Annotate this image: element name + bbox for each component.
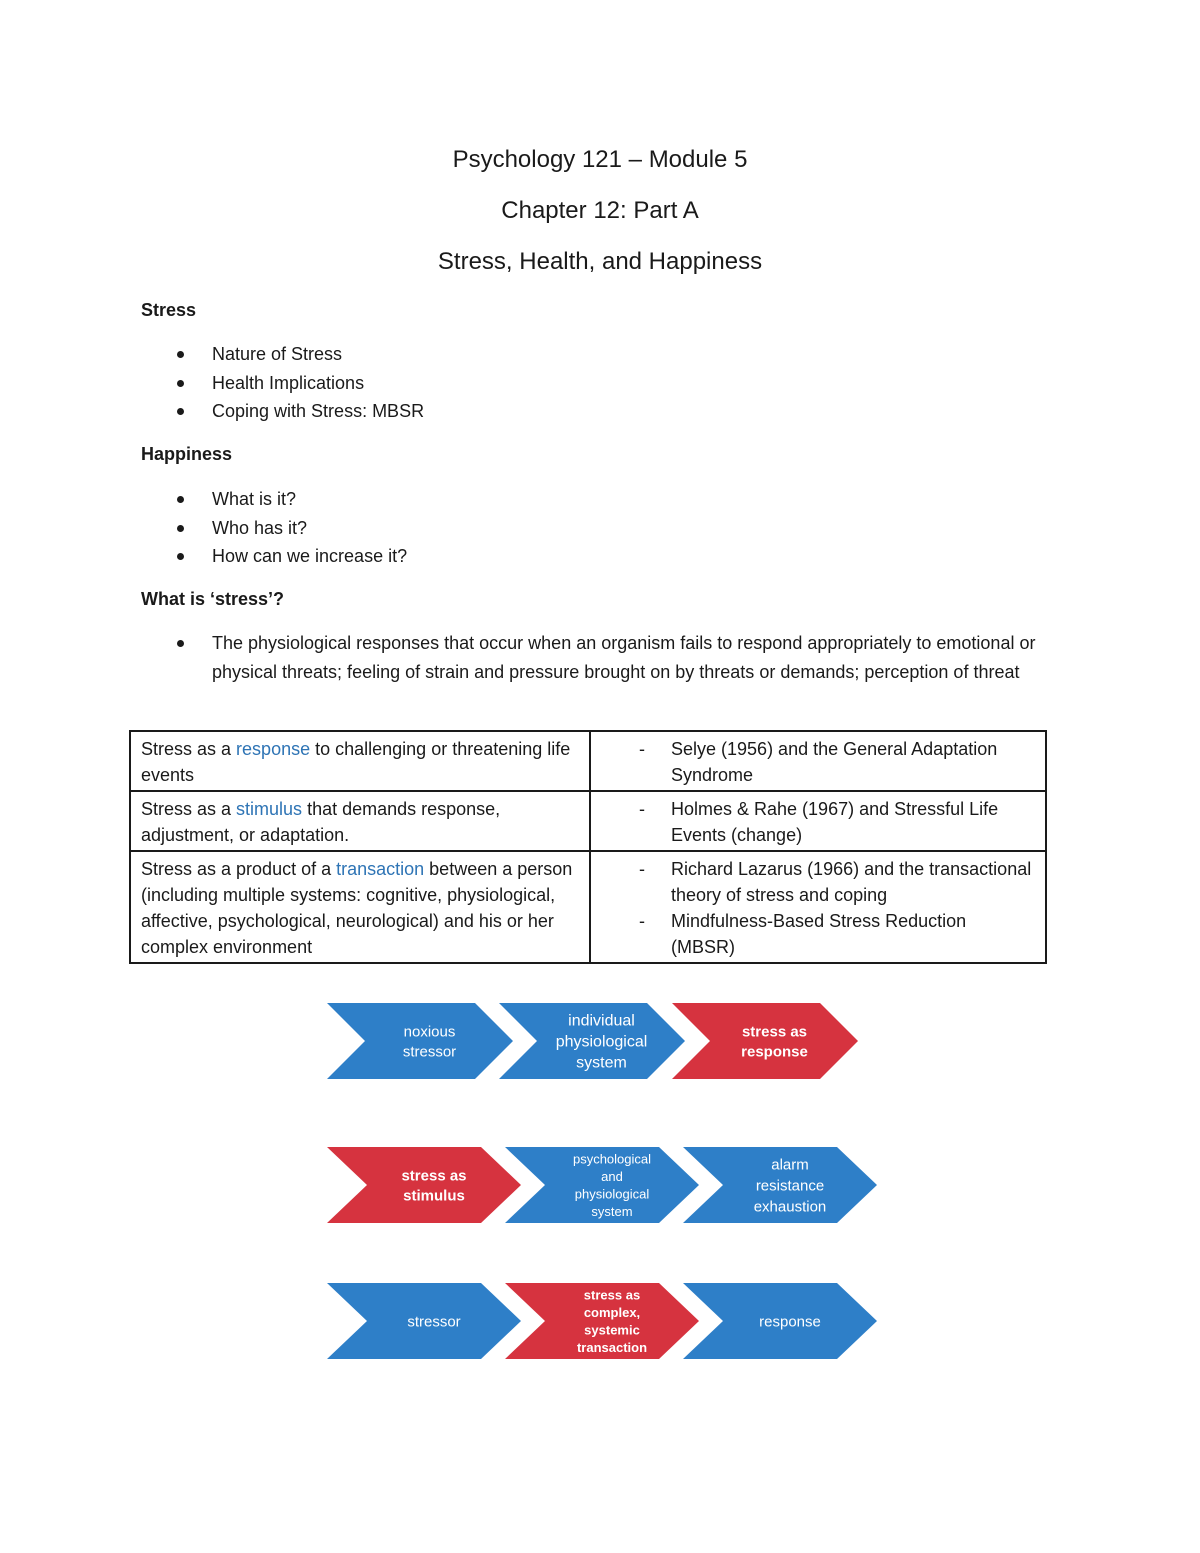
stress-heading: Stress [141, 300, 197, 320]
chevron-step [505, 1283, 699, 1359]
chevron-label: stressor [407, 1313, 461, 1331]
list-item: How can we increase it? [141, 542, 407, 571]
module-title: Psychology 121 – Module 5 [452, 146, 748, 173]
chevron-shape [327, 1003, 513, 1079]
chevron-label: stress as [583, 1287, 641, 1303]
chevron-step [327, 1003, 513, 1079]
chevron-label: stressor [402, 1043, 457, 1061]
chevron-step [327, 1147, 521, 1223]
chevron-label: system [591, 1203, 633, 1219]
cell-text: Stress as a [141, 739, 237, 759]
chevron-step [499, 1003, 685, 1079]
chevron-label: stress as [401, 1167, 467, 1185]
chevron-label: exhaustion [753, 1198, 827, 1216]
list-item: Who has it? [141, 514, 407, 543]
cell-text: Stress as a [141, 799, 237, 819]
flow-diagram-3 [327, 1283, 877, 1359]
cell-text: between a person (including multiple systems: cognitive, physiological, affective, psychological, neurological) and his or her complex environment [141, 859, 573, 957]
what-is-stress-heading: What is ‘stress’? [141, 589, 285, 609]
chevron-label: noxious [403, 1023, 456, 1041]
chevron-step [683, 1147, 877, 1223]
key-term: response [236, 739, 311, 759]
list-item: Coping with Stress: MBSR [141, 397, 424, 426]
chevron-step [672, 1003, 858, 1079]
chevron-step [327, 1283, 521, 1359]
topic-title: Stress, Health, and Happiness [437, 248, 763, 275]
cell-text: Stress as a product of a [141, 859, 337, 879]
chevron-label: systemic [584, 1322, 640, 1338]
chevron-label: system [576, 1054, 627, 1072]
chevron-label: stress as [741, 1023, 808, 1041]
dash-marker: - [639, 911, 645, 931]
chevron-label: physiological [555, 1033, 648, 1051]
chevron-label: resistance [755, 1177, 825, 1195]
list-item: What is it? [141, 485, 407, 514]
chevron-label: alarm [771, 1156, 809, 1174]
chevron-label: psychological [572, 1151, 652, 1167]
chevron-step [683, 1283, 877, 1359]
key-term: stimulus [236, 799, 303, 819]
theory-text: Mindfulness-Based Stress Reduction (MBSR) [671, 911, 967, 957]
cell-text: that demands response, adjustment, or adaptation. [141, 799, 501, 845]
chevron-shape [672, 1003, 858, 1079]
chevron-label: and [601, 1168, 623, 1184]
theory-text: Richard Lazarus (1966) and the transactional theory of stress and coping [671, 859, 1032, 905]
chevron-label: response [759, 1313, 821, 1331]
chevron-label: transaction [576, 1339, 648, 1355]
chevron-label: complex, [583, 1304, 641, 1320]
stress-definition: The physiological responses that occur when an organism fails to respond appropriately to emotional or physical threats; feeling of strain and pressure brought on by threats or demands; perception of threat [141, 629, 1061, 686]
chevron-step [505, 1147, 699, 1223]
theory-text: Holmes & Rahe (1967) and Stressful Life Events (change) [671, 799, 999, 845]
flow-diagram-1 [327, 1003, 858, 1079]
dash-marker: - [639, 739, 645, 759]
list-item: Health Implications [141, 369, 424, 398]
flow-diagram-2 [327, 1147, 877, 1223]
chevron-label: stimulus [403, 1187, 465, 1205]
dash-marker: - [639, 799, 645, 819]
cell-text: to challenging or threatening life events [141, 739, 571, 785]
theory-text: Selye (1956) and the General Adaptation Syndrome [671, 739, 998, 785]
chevron-shape [327, 1147, 521, 1223]
list-item: Nature of Stress [141, 340, 424, 369]
dash-marker: - [639, 859, 645, 879]
key-term: transaction [336, 859, 425, 879]
chevron-label: physiological [574, 1186, 650, 1202]
happiness-heading: Happiness [141, 444, 233, 464]
chevron-label: response [741, 1043, 808, 1061]
chapter-title: Chapter 12: Part A [501, 197, 699, 224]
chevron-label: individual [568, 1012, 635, 1030]
